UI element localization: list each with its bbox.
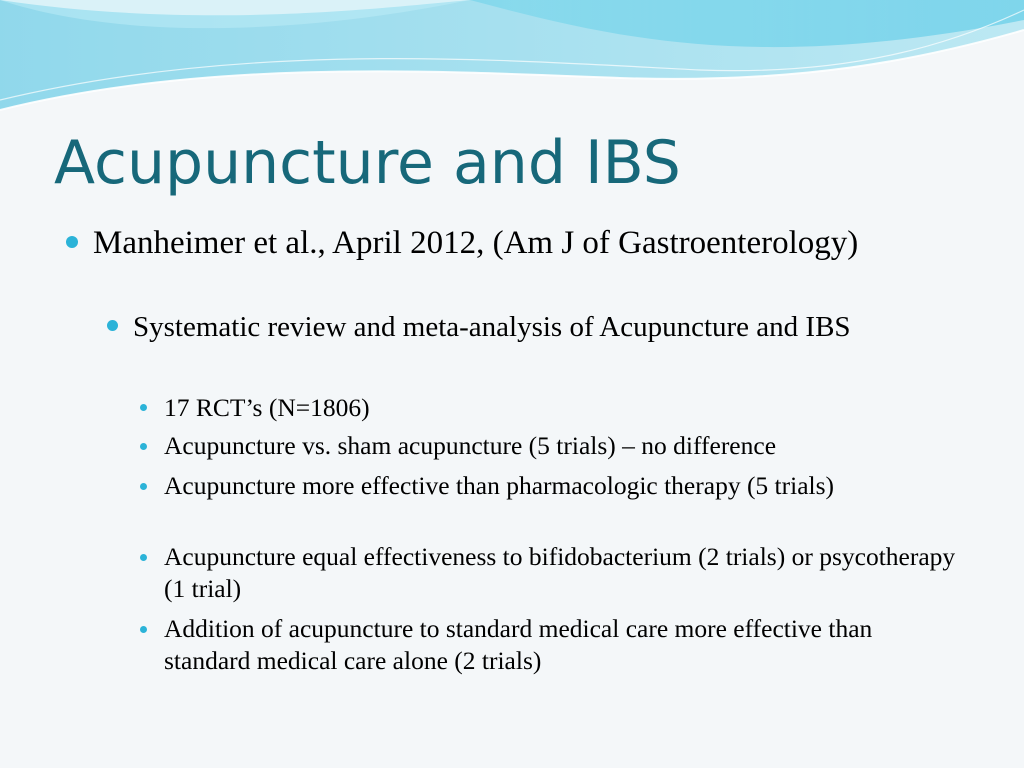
bullet-marker-l3 bbox=[140, 626, 147, 633]
bullet-marker-l3 bbox=[140, 404, 147, 411]
bullet-marker-l2 bbox=[107, 320, 118, 331]
bullet-marker-l3 bbox=[140, 554, 147, 561]
bullet-marker-l3 bbox=[140, 483, 147, 490]
bullet-level3: Acupuncture equal effectiveness to bifidobacterium (2 trials) or psycotherapy (1 trial) bbox=[164, 542, 956, 603]
bullet-level3: Acupuncture vs. sham acupuncture (5 trials) – no difference bbox=[164, 431, 777, 460]
slide-title: Acupuncture and IBS bbox=[54, 128, 681, 198]
bullet-level3: Addition of acupuncture to standard medical care more effective than standard medical care alone (2 trials) bbox=[164, 614, 873, 675]
bullet-marker-l3 bbox=[140, 443, 147, 450]
bullet-level2: Systematic review and meta-analysis of Acupuncture and IBS bbox=[133, 311, 851, 343]
header-wave-decoration bbox=[0, 0, 1024, 130]
bullet-level3: Acupuncture more effective than pharmacologic therapy (5 trials) bbox=[164, 471, 835, 500]
bullet-marker-l1 bbox=[66, 236, 78, 248]
bullet-level3: 17 RCT’s (N=1806) bbox=[164, 393, 370, 422]
bullet-level1: Manheimer et al., April 2012, (Am J of Gastroenterology) bbox=[93, 225, 859, 261]
